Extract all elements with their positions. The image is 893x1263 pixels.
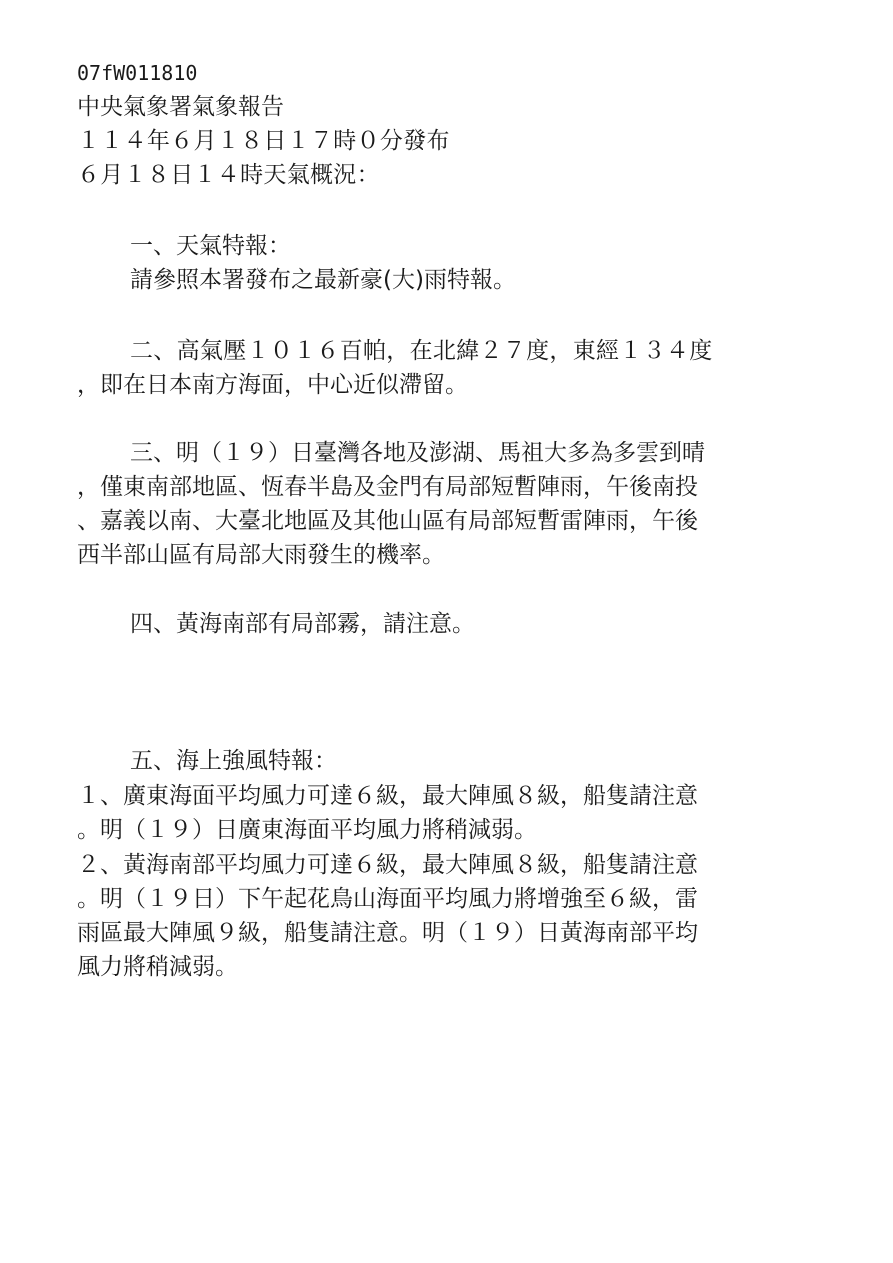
overview-heading: ６月１８日１４時天氣概況： (77, 162, 380, 188)
issue-time: １１４年６月１８日１７時０分發布 (77, 128, 450, 154)
section-4-line: 四、黃海南部有局部霧，請注意。 (130, 611, 475, 637)
document-code: 07fW011810 (77, 61, 198, 85)
section-1-text: 請參照本署發布之最新豪(大)雨特報。 (130, 267, 516, 293)
section-3-line: 西半部山區有局部大雨發生的機率。 (77, 542, 445, 568)
section-3-line: 、嘉義以南、大臺北地區及其他山區有局部短暫雷陣雨，午後 (77, 508, 698, 534)
section-5-line: １、廣東海面平均風力可達６級，最大陣風８級，船隻請注意 (77, 783, 698, 809)
section-5-line: 。明（１９）日廣東海面平均風力將稍減弱。 (77, 817, 537, 843)
agency-title: 中央氣象署氣象報告 (77, 94, 284, 120)
section-2-line: ，即在日本南方海面，中心近似滯留。 (77, 372, 468, 398)
section-5-line: 。明（１９日）下午起花鳥山海面平均風力將增強至６級，雷 (77, 886, 698, 912)
section-5-line: ２、黃海南部平均風力可達６級，最大陣風８級，船隻請注意 (77, 852, 698, 878)
section-5-heading: 五、海上強風特報： (130, 748, 337, 774)
section-3-line: ，僅東南部地區、恆春半島及金門有局部短暫陣雨，午後南投 (77, 474, 698, 500)
section-3-line: 三、明（１９）日臺灣各地及澎湖、馬祖大多為多雲到晴 (130, 440, 705, 466)
section-5-line: 風力將稍減弱。 (77, 954, 238, 980)
section-5-line: 雨區最大陣風９級，船隻請注意。明（１９）日黃海南部平均 (77, 920, 698, 946)
section-1-heading: 一、天氣特報： (130, 233, 291, 259)
section-2-line: 二、高氣壓１０１６百帕，在北緯２７度，東經１３４度 (130, 338, 713, 364)
